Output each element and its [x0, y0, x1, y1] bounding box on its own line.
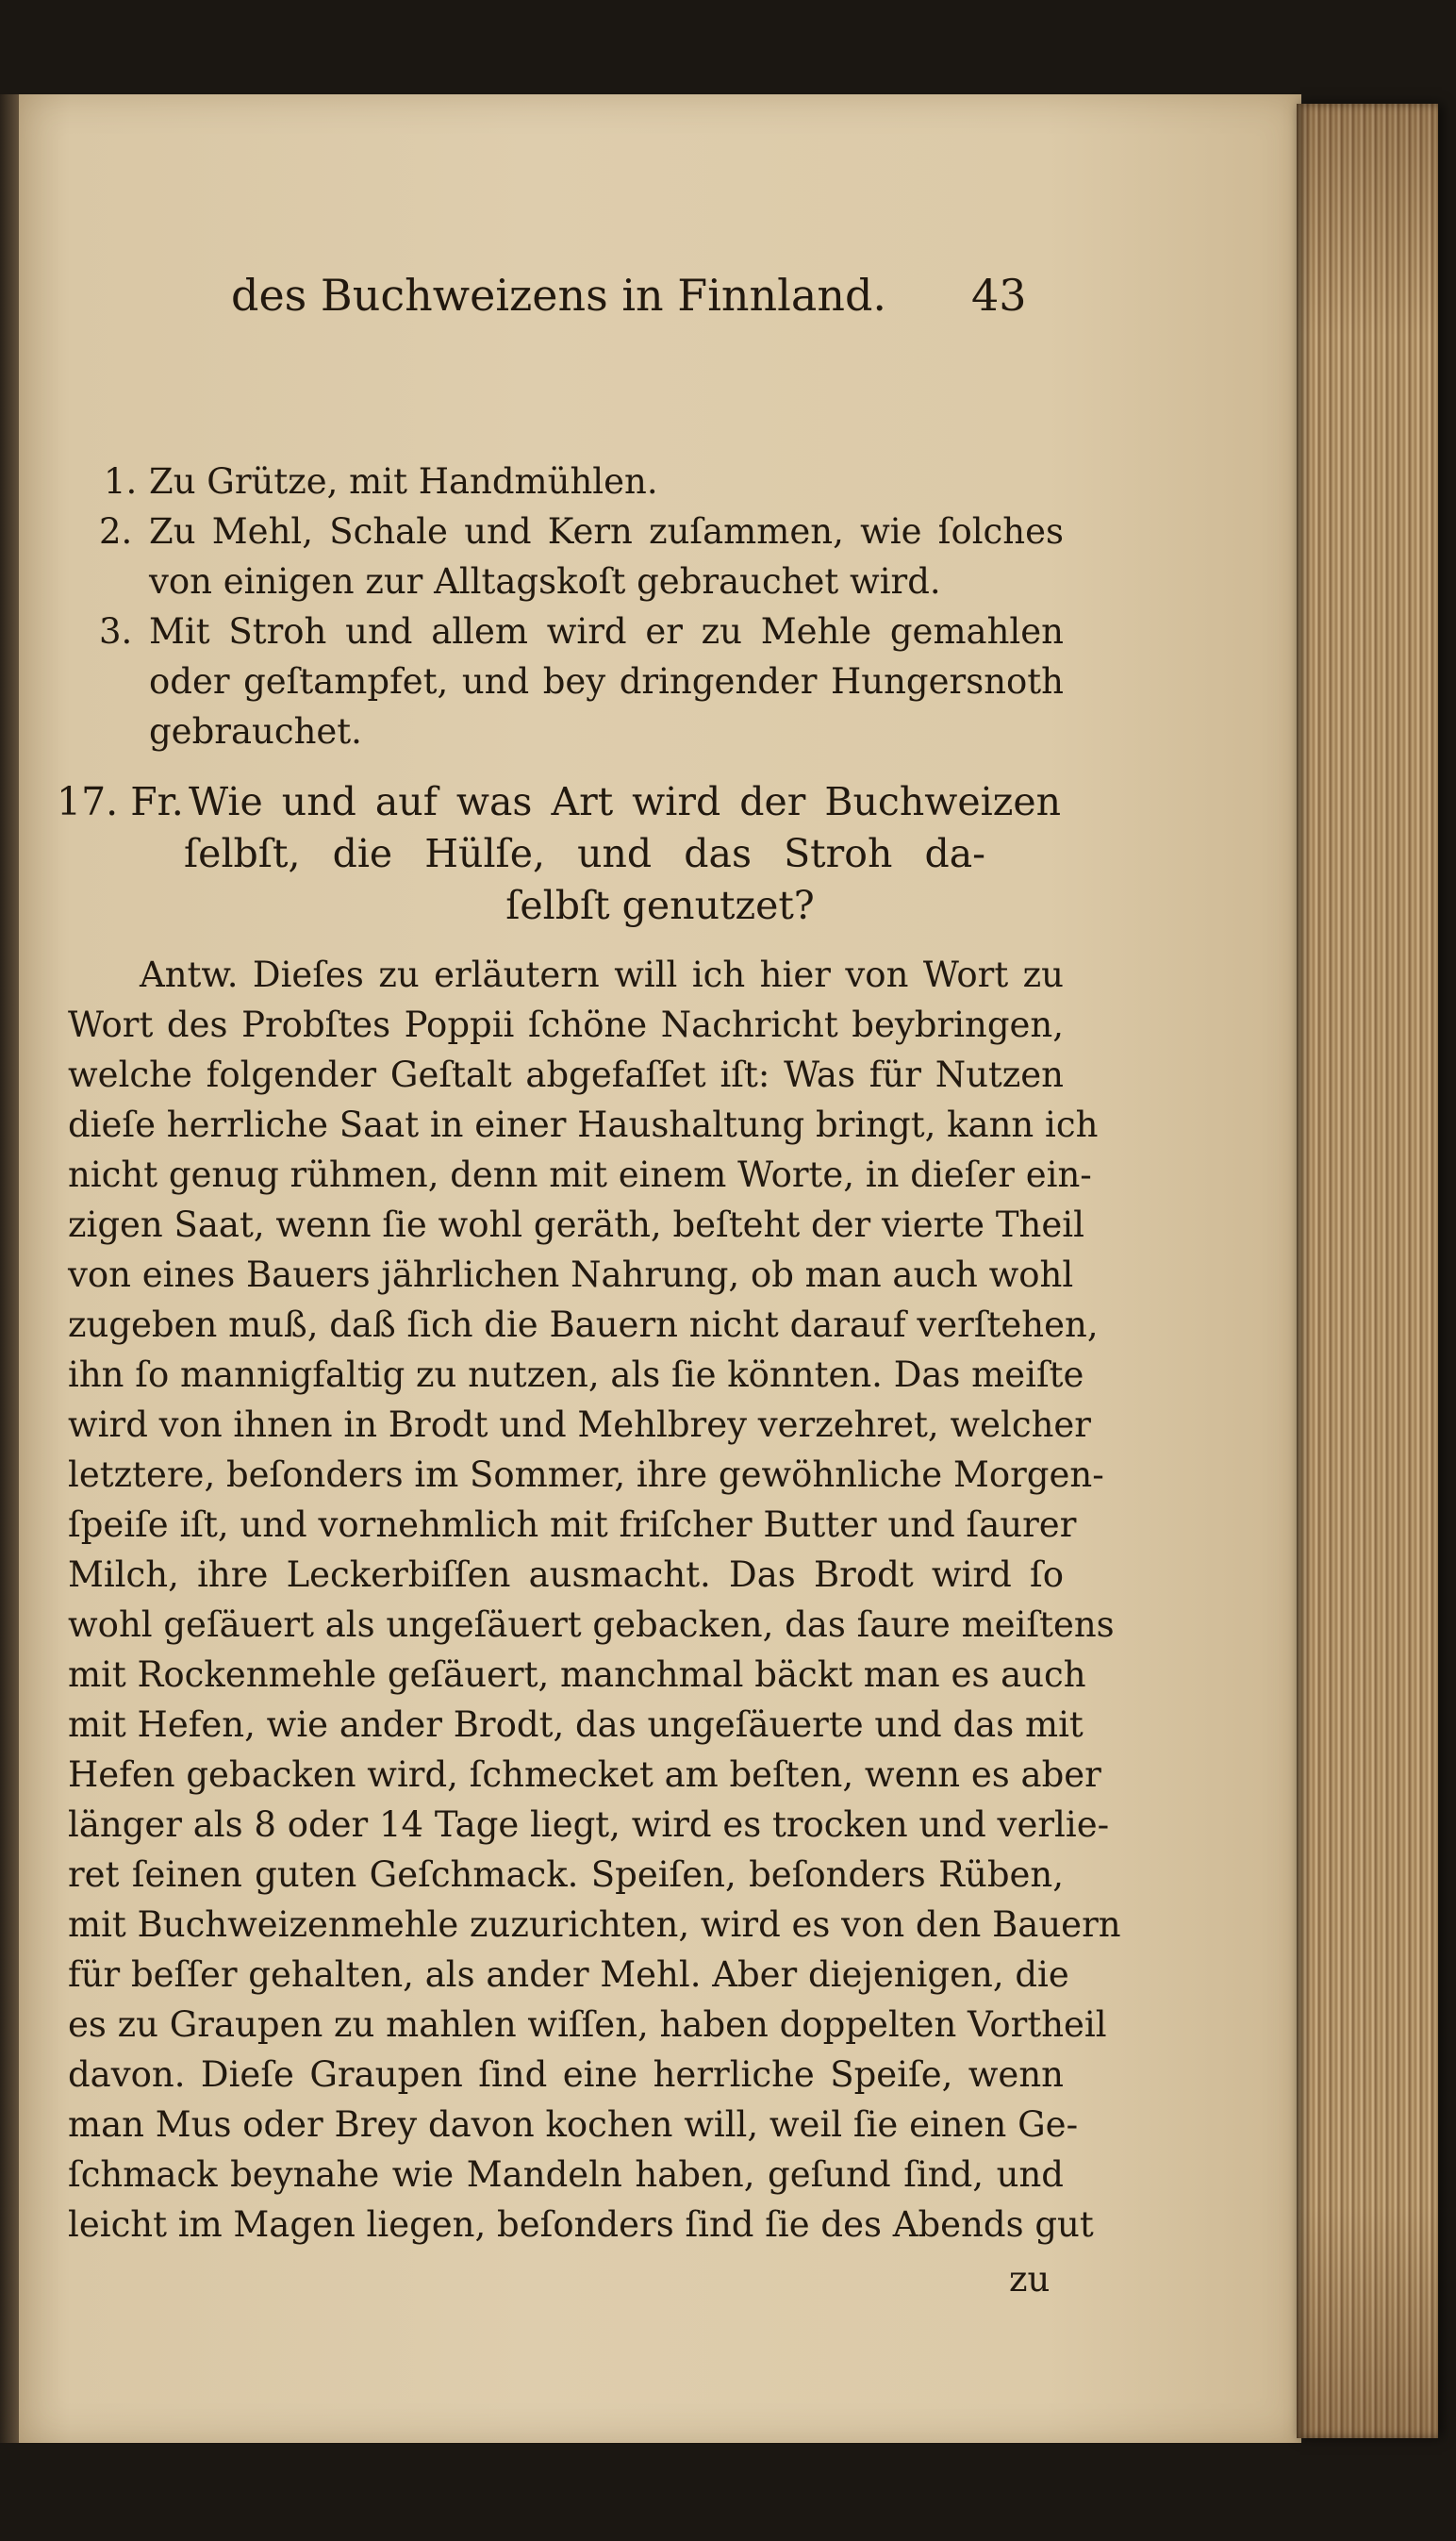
- question-line-2: ſelbſt, die Hülſe, und das Stroh da-: [184, 831, 985, 876]
- answer-line-4: dieſe herrliche Saat in einer Haushaltung bringt, kann ich: [68, 1104, 1099, 1145]
- answer-line-20: mit Buchweizenmehle zuzurichten, wird es von den Bauern: [68, 1904, 1121, 1945]
- answer-line-3: welche folgender Geſtalt abgefaſſet iſt: Was für Nutzen: [68, 1055, 1064, 1095]
- answer-line-26: leicht im Magen liegen, beſonders ſind ſie des Abends gut: [68, 2204, 1094, 2245]
- question-number: 17. Fr.: [57, 779, 184, 824]
- answer-line-1: Antw. Dieſes zu erläutern will ich hier von Wort zu: [140, 955, 1064, 995]
- answer-line-17: Hefen gebacken wird, ſchmecket am beſten, wenn es aber: [68, 1754, 1101, 1795]
- book-page: [19, 94, 1301, 2443]
- answer-line-10: wird von ihnen in Brodt und Mehlbrey verzehret, welcher: [68, 1404, 1091, 1445]
- answer-line-7: von eines Bauers jährlichen Nahrung, ob man auch wohl: [68, 1254, 1074, 1295]
- page-edges: [1297, 104, 1438, 2438]
- answer-line-2: Wort des Probſtes Poppii ſchöne Nachricht beybringen,: [68, 1005, 1064, 1045]
- answer-line-11: letztere, beſonders im Sommer, ihre gewöhnliche Morgen-: [68, 1454, 1104, 1495]
- answer-line-22: es zu Graupen zu mahlen wiſſen, haben doppelten Vortheil: [68, 2004, 1107, 2045]
- answer-line-8: zugeben muß, daß ſich die Bauern nicht darauf verſtehen,: [68, 1304, 1099, 1345]
- list-item-2-line-2: von einigen zur Alltagskoſt gebrauchet wird.: [149, 561, 941, 602]
- answer-line-24: man Mus oder Brey davon kochen will, weil ſie einen Ge-: [68, 2104, 1079, 2145]
- answer-line-23: davon. Dieſe Graupen ſind eine herrliche Speiſe, wenn: [68, 2054, 1064, 2095]
- question-line-3: ſelbſt genutzet?: [505, 883, 815, 928]
- list-item-2-line-1: Zu Mehl, Schale und Kern zuſammen, wie ſolches: [149, 511, 1064, 552]
- answer-line-19: ret ſeinen guten Geſchmack. Speiſen, beſonders Rüben,: [68, 1854, 1064, 1895]
- answer-line-18: länger als 8 oder 14 Tage liegt, wird es trocken und verlie-: [68, 1804, 1110, 1845]
- catchword: zu: [1009, 2259, 1051, 2300]
- answer-line-12: ſpeiſe iſt, und vornehmlich mit friſcher Butter und ſaurer: [68, 1504, 1077, 1545]
- list-item-2-number: 2.: [99, 511, 133, 552]
- answer-line-6: zigen Saat, wenn ſie wohl geräth, beſteht der vierte Theil: [68, 1204, 1084, 1245]
- list-item-3-line-1: Mit Stroh und allem wird er zu Mehle gemahlen: [149, 611, 1064, 652]
- list-item-1-number: 1.: [104, 461, 138, 502]
- question-line-1: Wie und auf was Art wird der Buchweizen: [189, 779, 1061, 824]
- answer-line-14: wohl geſäuert als ungeſäuert gebacken, das ſaure meiſtens: [68, 1604, 1115, 1645]
- list-item-3-line-3: gebrauchet.: [149, 711, 362, 752]
- page-text: [19, 94, 1301, 2443]
- answer-line-25: ſchmack beynahe wie Mandeln haben, geſund ſind, und: [68, 2154, 1064, 2195]
- list-item-1-line-1: Zu Grütze, mit Handmühlen.: [149, 461, 658, 502]
- answer-line-5: nicht genug rühmen, denn mit einem Worte, in dieſer ein-: [68, 1154, 1092, 1195]
- answer-line-21: für beſſer gehalten, als ander Mehl. Aber diejenigen, die: [68, 1954, 1069, 1995]
- answer-line-13: Milch, ihre Leckerbiſſen ausmacht. Das Brodt wird ſo: [68, 1554, 1064, 1595]
- page-number: 43: [971, 270, 1027, 321]
- running-title: des Buchweizens in Finnland.: [231, 270, 887, 321]
- answer-line-9: ihn ſo mannigfaltig zu nutzen, als ſie könnten. Das meiſte: [68, 1354, 1084, 1395]
- list-item-3-number: 3.: [99, 611, 133, 652]
- answer-line-15: mit Rockenmehle geſäuert, manchmal bäckt man es auch: [68, 1654, 1086, 1695]
- list-item-3-line-2: oder geſtampfet, und bey dringender Hungersnoth: [149, 661, 1064, 702]
- answer-line-16: mit Hefen, wie ander Brodt, das ungeſäuerte und das mit: [68, 1704, 1084, 1745]
